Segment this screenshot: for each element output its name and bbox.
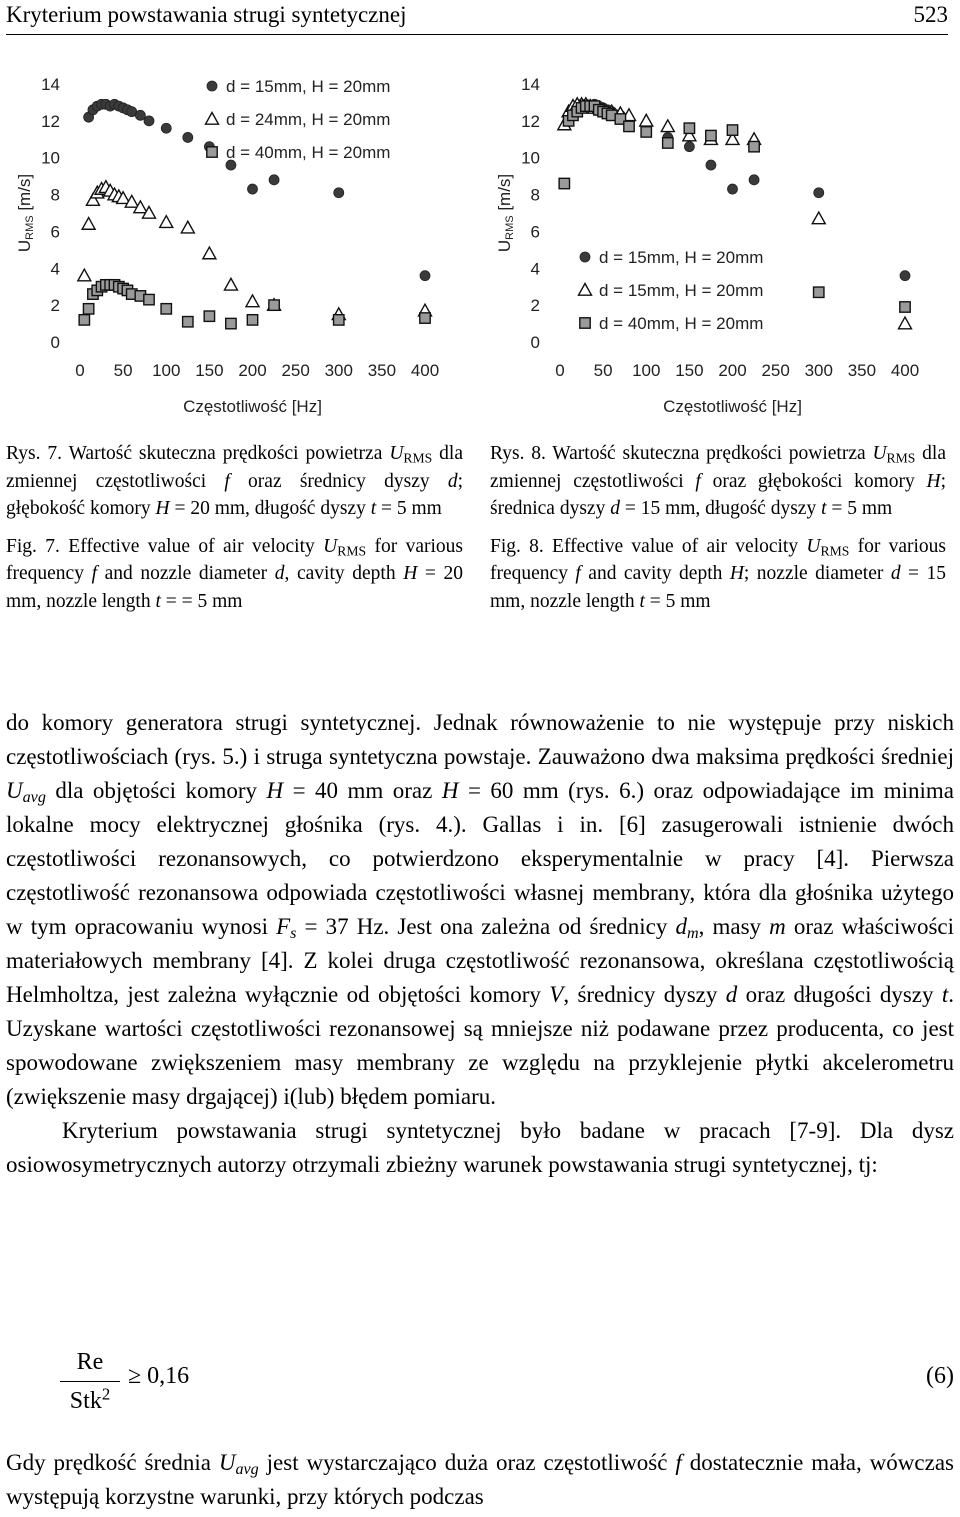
x-tick-label: 300 — [324, 361, 353, 380]
caption-fig8-en: Fig. 8. Effective value of air velocity $U_{RMS}$ for various frequency f and cavity depth H; nozzle diameter d = 15 mm, nozzle length t = 5 mm — [490, 535, 947, 612]
data-point — [420, 271, 430, 281]
data-point — [181, 221, 194, 233]
page-number: 523 — [913, 2, 948, 27]
x-tick-label: 50 — [593, 361, 613, 380]
data-point — [706, 130, 716, 140]
x-tick-label: 350 — [367, 361, 397, 380]
y-tick-label: 14 — [521, 75, 540, 94]
y-tick-label: 2 — [530, 296, 540, 316]
y-tick-label: 10 — [41, 148, 60, 168]
data-point — [559, 178, 569, 188]
y-tick-label: 10 — [521, 148, 540, 168]
data-point — [269, 175, 279, 185]
caption-rys8-pl: Rys. 8. Wartość skuteczna prędkości powietrza $U_{RMS}$ dla zmiennej częstotliwości f oraz głębokości komory H; średnica dyszy d = 15 mm, długość dyszy t = 5 mm — [490, 443, 947, 520]
running-title: Kryterium powstawania strugi syntetycznej — [6, 2, 407, 27]
x-tick-label: 150 — [195, 361, 224, 380]
equation-denominator: Stk$^2$ — [69, 1384, 111, 1414]
x-tick-label: 50 — [113, 361, 133, 380]
body-text-continued — [6, 1446, 954, 1514]
y-tick-label: 0 — [530, 333, 540, 352]
y-axis-label: URMS [m/s] — [495, 173, 516, 253]
equation-fraction — [60, 1345, 120, 1418]
data-point — [161, 304, 171, 314]
data-point — [203, 247, 216, 259]
data-point — [900, 271, 910, 281]
paragraph-2: Kryterium powstawania strugi syntetycznej było badane w pracach [7-9]. Dla dysz osiowosymetrycznych autorzy otrzymali zbieżny warunek powstawania strugi syntetycznej, tj: — [6, 1118, 954, 1177]
x-tick-label: 100 — [632, 361, 661, 380]
legend — [579, 248, 764, 333]
legend-marker — [207, 147, 217, 157]
data-point — [641, 127, 651, 137]
data-point — [684, 123, 694, 133]
running-header — [6, 0, 948, 35]
data-point — [144, 294, 154, 304]
fraction-bar — [60, 1381, 120, 1382]
legend-label: d = 40mm, H = 20mm — [599, 314, 764, 333]
data-point — [661, 120, 674, 132]
data-point — [640, 114, 653, 126]
y-tick-label: 4 — [530, 259, 540, 279]
x-tick-label: 400 — [890, 361, 920, 380]
data-point — [624, 121, 634, 131]
legend-label: d = 40mm, H = 20mm — [226, 143, 391, 162]
data-point — [706, 160, 716, 170]
legend — [206, 77, 391, 162]
y-tick-label: 2 — [50, 296, 60, 316]
paragraph-1: do komory generatora strugi syntetycznej. Jednak równoważenie to nie występuje przy niskich częstotliwościach (rys. 5.) i struga syntetyczna powstaje. Zauważono dwa maksima prędkości średniej $U_{avg}$ dla objętości komory H = 40 mm oraz H = 60 mm (rys. 6.) oraz odpowiadające im minima lokalne mocy elektrycznej głośnika (rys. 4.). Gallas i in. [6] zasugerowali istnienie dwóch częstotliwości rezonansowych, co potwierdzono eksperymentalnie w pracy [4]. Pierwsza częstotliwość rezonansowa odpowiada częstotliwości własnej membrany, która dla głośnika użytego w tym opracowaniu wynosi $F_s = 37$ Hz. Jest ona zależna od średnicy $d_m$, masy m oraz właściwości materiałowych membrany [4]. Z kolei druga częstotliwość rezonansowa, określana częstotliwością Helmholtza, jest zależna wyłącznie od objętości komory V, średnicy dyszy d oraz długości dyszy t. Uzyskane wartości częstotliwości rezonansowej są mniejsze niż podawane przez producenta, co jest spowodowane zwiększeniem masy membrany ze względu na przyklejenie płytki akcelerometru (zwiększenie masy drgającej) i(lub) błędem pomiaru. — [6, 710, 955, 1109]
data-point — [749, 175, 759, 185]
data-point — [247, 315, 257, 325]
data-point — [900, 302, 910, 312]
legend-label: d = 24mm, H = 20mm — [226, 110, 391, 129]
equation-numerator: Re — [76, 1349, 104, 1375]
data-point — [83, 304, 93, 314]
caption-fig7-en: Fig. 7. Effective value of air velocity $U_{RMS}$ for various frequency f and nozzle diameter d, cavity depth H = 20 mm, nozzle length t = = 5 mm — [6, 535, 464, 612]
data-point — [899, 317, 912, 329]
data-point — [204, 311, 214, 321]
data-point — [144, 116, 154, 126]
data-point — [135, 110, 145, 120]
paragraph-3: Gdy prędkość średnia $U_{avg}$ jest wystarczająco duża oraz częstotliwość f dostatecznie mała, wówczas występują korzystne warunki, przy których podczas — [6, 1450, 954, 1509]
data-point — [183, 317, 193, 327]
figure-8-chart — [480, 62, 950, 422]
data-point — [812, 212, 825, 224]
figure-7-chart — [0, 62, 470, 422]
y-tick-label: 6 — [530, 222, 540, 242]
legend-marker — [580, 318, 590, 328]
legend-marker — [207, 81, 217, 91]
data-point — [183, 132, 193, 142]
x-tick-label: 150 — [675, 361, 704, 380]
data-point — [684, 142, 694, 152]
y-tick-label: 4 — [50, 259, 60, 279]
data-point — [226, 318, 236, 328]
data-point — [160, 216, 173, 228]
caption-rys7-pl: Rys. 7. Wartość skuteczna prędkości powietrza $U_{RMS}$ dla zmiennej częstotliwości f oraz średnicy dyszy d; głębokość komory H = 20 mm, długość dyszy t = 5 mm — [6, 443, 463, 520]
legend-marker — [206, 113, 219, 125]
data-point — [420, 313, 430, 323]
y-tick-label: 8 — [50, 185, 60, 205]
data-point — [814, 287, 824, 297]
x-tick-label: 300 — [804, 361, 833, 380]
equation-number: (6) — [926, 1363, 954, 1389]
data-point — [749, 141, 759, 151]
data-point — [78, 269, 91, 281]
data-point — [334, 315, 344, 325]
data-point — [728, 184, 738, 194]
y-axis-label: URMS [m/s] — [15, 173, 36, 253]
x-tick-label: 0 — [555, 361, 565, 380]
y-tick-label: 8 — [530, 185, 540, 205]
y-tick-label: 0 — [50, 333, 60, 352]
y-tick-label: 12 — [521, 111, 540, 131]
x-tick-label: 0 — [75, 361, 85, 380]
x-tick-label: 250 — [761, 361, 790, 380]
x-axis-label: Częstotliwość [Hz] — [663, 397, 802, 416]
body-text — [6, 706, 954, 1182]
figure-8-svg — [480, 62, 950, 422]
legend-marker — [580, 252, 590, 262]
data-point — [82, 218, 95, 230]
equation-6 — [60, 1345, 956, 1425]
x-tick-label: 400 — [410, 361, 440, 380]
data-point — [269, 300, 279, 310]
equation-rhs: ≥ 0,16 — [128, 1363, 190, 1389]
figure-7-svg — [0, 62, 470, 422]
y-tick-label: 12 — [41, 111, 60, 131]
x-tick-label: 350 — [847, 361, 877, 380]
x-tick-label: 250 — [281, 361, 310, 380]
data-point — [224, 278, 237, 290]
x-axis-label: Częstotliwość [Hz] — [183, 397, 322, 416]
y-tick-label: 14 — [41, 75, 60, 94]
x-tick-label: 200 — [718, 361, 747, 380]
x-tick-label: 100 — [152, 361, 181, 380]
y-tick-label: 6 — [50, 222, 60, 242]
data-point — [79, 315, 89, 325]
data-point — [161, 123, 171, 133]
figure-7-caption — [6, 440, 463, 626]
data-point — [334, 188, 344, 198]
data-point — [246, 295, 259, 307]
x-tick-label: 200 — [238, 361, 267, 380]
legend-label: d = 15mm, H = 20mm — [599, 248, 764, 267]
data-point — [727, 125, 737, 135]
data-point — [814, 188, 824, 198]
legend-marker — [579, 284, 592, 296]
data-point — [663, 138, 673, 148]
legend-label: d = 15mm, H = 20mm — [599, 281, 764, 300]
data-point — [248, 184, 258, 194]
legend-label: d = 15mm, H = 20mm — [226, 77, 391, 96]
figure-8-caption — [490, 440, 946, 626]
